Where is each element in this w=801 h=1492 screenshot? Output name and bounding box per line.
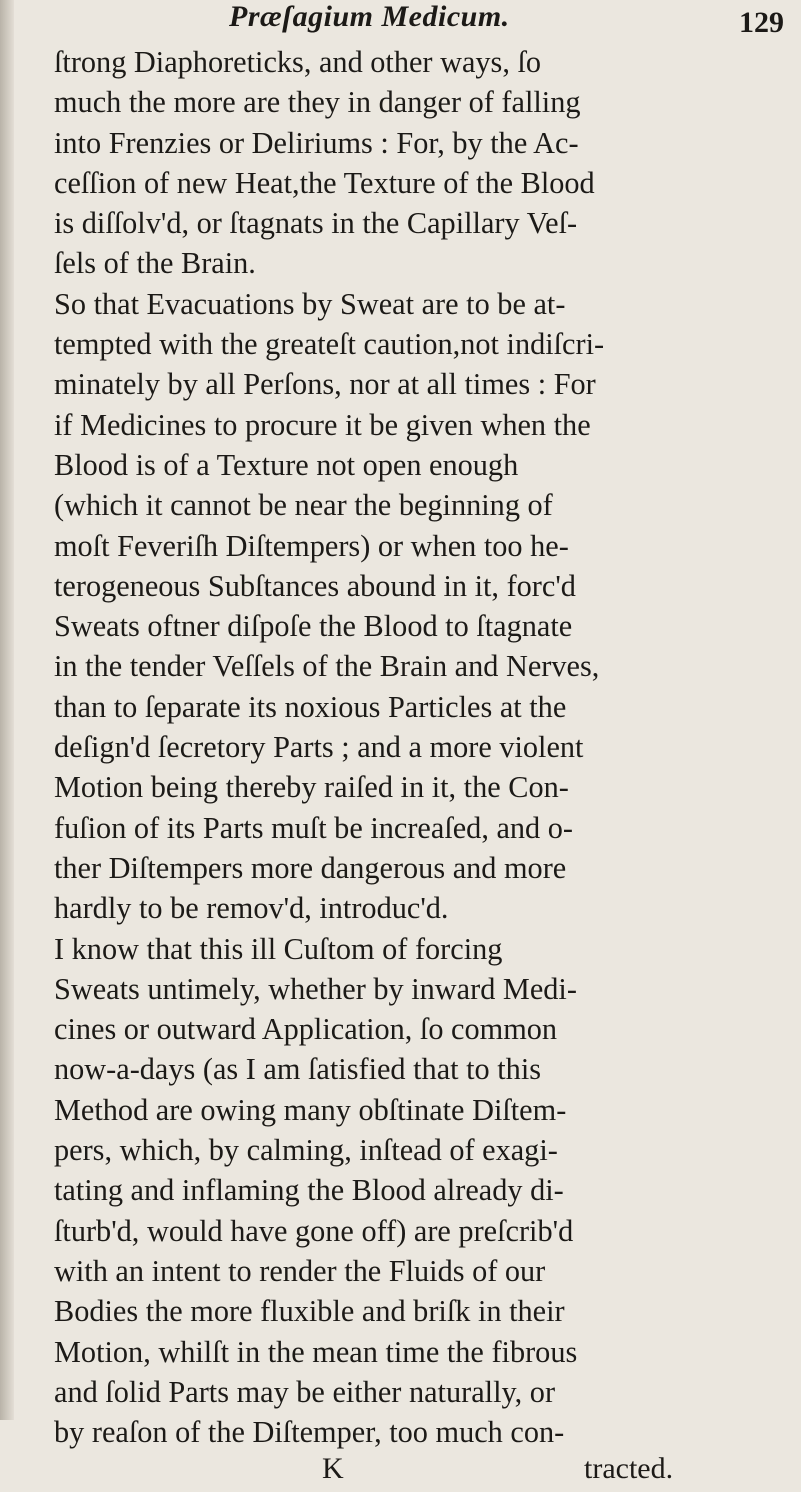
text-line: now-a-days (as I am ſatisfied that to this [54, 1052, 542, 1087]
text-line: by reaſon of the Diſtemper, too much con- [54, 1415, 565, 1450]
book-gutter [0, 0, 14, 1420]
text-line: pers, which, by calming, inſtead of exagi- [54, 1133, 558, 1168]
text-line: into Frenzies or Deliriums : For, by the Ac- [54, 125, 579, 160]
text-line: than to ſeparate its noxious Particles at the [54, 689, 567, 724]
text-line: with an intent to render the Fluids of our [54, 1253, 546, 1288]
text-line: fuſion of its Parts muſt be increaſed, and o- [54, 810, 574, 845]
text-line: Sweats untimely, whether by inward Medi- [54, 971, 577, 1006]
running-head: Præſagium Medicum. [229, 0, 510, 33]
text-line: is diſſolv'd, or ſtagnats in the Capillary Veſ- [54, 206, 578, 241]
book-page [24, 0, 794, 1486]
page-header [24, 0, 794, 44]
text-line: Method are owing many obſtinate Diſtem- [54, 1092, 567, 1127]
text-line: Motion, whilſt in the mean time the fibrous [54, 1334, 578, 1369]
catchword-row [54, 1452, 774, 1492]
text-line: So that Evacuations by Sweat are to be at- [54, 286, 566, 321]
text-line: ſtrong Diaphoreticks, and other ways, ſo [54, 45, 542, 79]
text-line: Motion being thereby raiſed in it, the Con- [54, 770, 569, 805]
text-line: terogeneous Subſtances abound in it, forc'd [54, 568, 576, 603]
text-line: (which it cannot be near the beginning of [54, 488, 553, 523]
body-text [54, 42, 774, 1492]
text-line: ſturb'd, would have gone off) are preſcrib'd [54, 1213, 574, 1248]
text-line: ſels of the Brain. [54, 246, 256, 281]
text-line: ceſſion of new Heat,the Texture of the Blood [54, 165, 595, 200]
signature-mark: K [322, 1452, 344, 1486]
text-line: Sweats oftner diſpoſe the Blood to ſtagnate [54, 609, 573, 644]
text-line: deſign'd ſecretory Parts ; and a more violent [54, 730, 584, 765]
text-line: tempted with the greateſt caution,not indiſcri- [54, 327, 605, 362]
text-line: and ſolid Parts may be either naturally, or [54, 1374, 556, 1409]
text-line: hardly to be remov'd, introduc'd. [54, 891, 449, 926]
text-line: if Medicines to procure it be given when the [54, 407, 591, 442]
text-line: minately by all Perſons, nor at all times : For [54, 367, 596, 402]
text-line: cines or outward Application, ſo common [54, 1012, 558, 1047]
text-line: ther Diſtempers more dangerous and more [54, 850, 567, 885]
text-line: tating and inflaming the Blood already di- [54, 1173, 564, 1208]
text-line: Bodies the more fluxible and briſk in their [54, 1294, 565, 1329]
text-line: much the more are they in danger of falling [54, 85, 581, 120]
catchword: tracted. [584, 1452, 674, 1486]
text-line: I know that this ill Cuſtom of forcing [54, 931, 503, 966]
text-line: moſt Feveriſh Diſtempers) or when too he- [54, 528, 569, 563]
page-number: 129 [739, 6, 784, 39]
text-line: in the tender Veſſels of the Brain and Nerves, [54, 649, 600, 684]
text-line: Blood is of a Texture not open enough [54, 447, 519, 482]
